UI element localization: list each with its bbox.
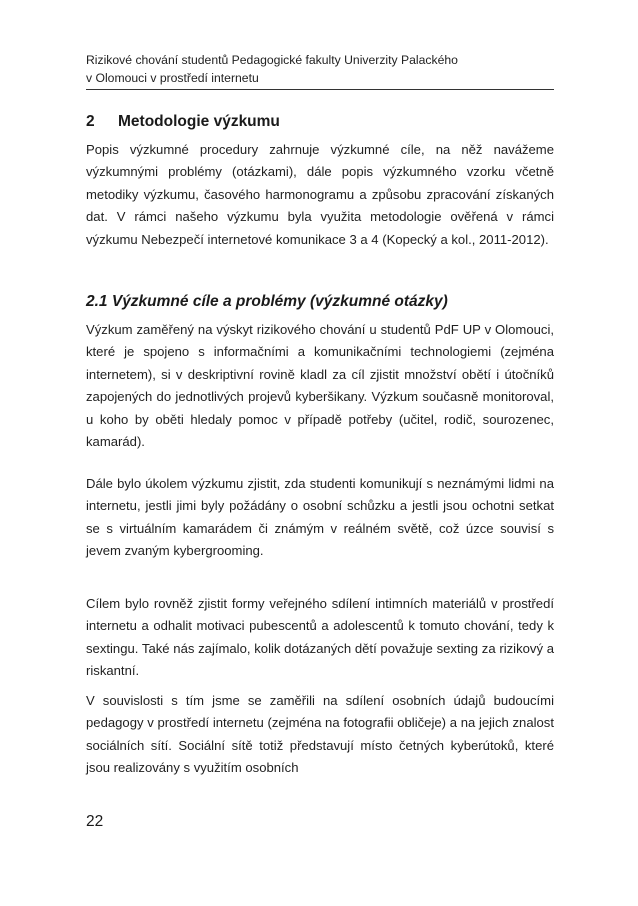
- chapter-heading: [86, 111, 554, 133]
- header-divider: [86, 89, 554, 90]
- chapter-title: Metodologie výzkumu: [118, 113, 280, 130]
- running-header: [86, 51, 554, 87]
- paragraph-sexting: Cílem bylo rovněž zjistit formy veřejného sdílení intimních materiálů v prostředí internetu a odhalit motivaci pubescentů a adolescentů k tomuto chování, tedy k sextingu. Také nás zajímalo, kolik dotázaných dětí považuje sexting za rizikový a riskantní.: [86, 596, 554, 679]
- running-header-line-2: v Olomouci v prostředí internetu: [86, 71, 259, 85]
- page-number: 22: [86, 813, 104, 830]
- paragraph-research-goals: Výzkum zaměřený na výskyt rizikového chování u studentů PdF UP v Olomouci, které je spojeno s informačními a komunikačními technologiemi (zejména internetem), si v deskriptivní rovině kladl za cíl zjistit množství obětí i útočníků zapojených do jednotlivých projevů kyberšikany. Výzkum současně monitoroval, u koho by oběti hledaly pomoc v případě potřeby (učitel, rodič, sourozenec, kamarád).: [86, 322, 554, 450]
- running-header-line-1: Rizikové chování studentů Pedagogické fakulty Univerzity Palackého: [86, 53, 458, 67]
- section-heading: 2.1 Výzkumné cíle a problémy (výzkumné otázky): [86, 293, 448, 310]
- paragraph-kybergrooming: Dále bylo úkolem výzkumu zjistit, zda studenti komunikují s neznámými lidmi na internetu, jestli jimi byly požádány o osobní schůzku a jestli jsou ochotni setkat se s virtuálním kamarádem či známým v reálném světě, což úzce souvisí s jevem zvaným kybergrooming.: [86, 476, 554, 559]
- paragraph-personal-data: V souvislosti s tím jsme se zaměřili na sdílení osobních údajů budoucími pedagogy v prostředí internetu (zejména na fotografii obličeje) a na jejich znalost sociálních sítí. Sociální sítě totiž představují místo četných kyberútoků, které jsou realizovány s využitím osobních: [86, 693, 554, 776]
- paragraph-intro: Popis výzkumné procedury zahrnuje výzkumné cíle, na něž navážeme výzkumnými problémy (otázkami), dále popis výzkumného vzorku včetně metodiky výzkumu, časového harmonogramu a způsobu zpracování získaných dat. V rámci našeho výzkumu byla využita metodologie ověřená v rámci výzkumu Nebezpečí internetové komunikace 3 a 4 (Kopecký a kol., 2011-2012).: [86, 142, 554, 247]
- chapter-number: 2: [86, 113, 95, 130]
